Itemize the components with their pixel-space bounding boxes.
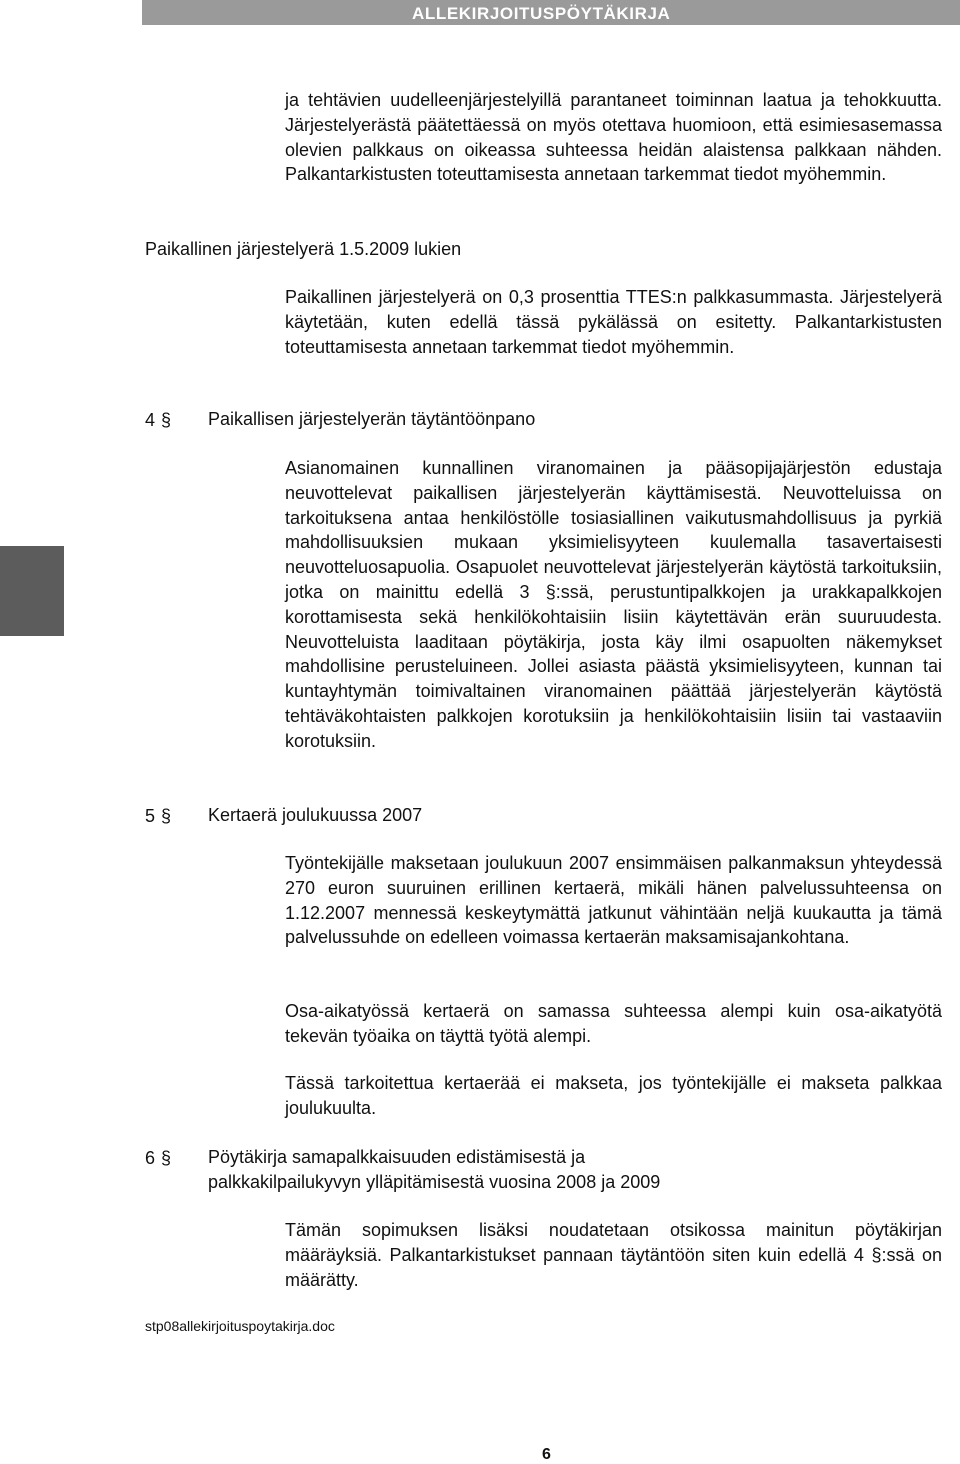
section-5-mark: § [161, 806, 172, 826]
section-6-mark: § [161, 1148, 172, 1168]
page-number: 6 [542, 1446, 551, 1463]
side-tab-marker [0, 546, 64, 636]
local-batch-paragraph: Paikallinen järjestelyerä on 0,3 prosenttia TTES:n palkkasummasta. Järjestelyerä käytetään, kuten edellä tässä pykälässä on esitetty. Palkantarkistusten toteuttamisesta annetaan tarkemmat tiedot myöhemmin. [285, 287, 942, 357]
section-5-title: Kertaerä joulukuussa 2007 [208, 805, 423, 825]
intro-paragraph: ja tehtävien uudelleenjärjestelyillä parantaneet toiminnan laatua ja tehokkuutta. Järjestelyerästä päätettäessä on myös otettava huomioon, että esimiesasemassa olevien palkkaus on oikeassa suhteessa heidän alaistensa palkkaan nähden. Palkantarkistusten toteuttamisesta annetaan tarkemmat tiedot myöhemmin. [285, 90, 942, 185]
section-4-number: 4 [145, 410, 156, 430]
footer-filename: stp08allekirjoituspoytakirja.doc [145, 1318, 335, 1334]
section-4-title: Paikallisen järjestelyerän täytäntöönpano [208, 409, 536, 429]
section-4-mark: § [161, 410, 172, 430]
section-5-number: 5 [145, 806, 156, 826]
section-6-title-line-2: palkkakilpailukyvyn ylläpitämisestä vuosina 2008 ja 2009 [208, 1172, 661, 1192]
section-6-title-line-1: Pöytäkirja samapalkkaisuuden edistämisestä ja [208, 1147, 586, 1167]
section-4-paragraph: Asianomainen kunnallinen viranomainen ja pääsopijajärjestön edustaja neuvottelevat paikallisen järjestelyerän käyttämisestä. Neuvotteluissa on tarkoituksena antaa henkilöstölle tosiasiallinen vaikutusmahdollisuus ja pyrkiä mahdollisuuksien mukaan yksimielisyyteen kuulemalla tasavertaisesti neuvotteluosapuolia. Osapuolet neuvottelevat järjestelyerän käytöstä tarkoituksiin, jotka on mainittu edellä 3 §:ssä, perustuntipalkkojen ja urakkapalkkojen korottamisesta sekä henkilökohtaisiin lisiin käytettävän erän suuruudesta. Neuvotteluista laaditaan pöytäkirja, josta käy ilmi osapuolten näkemykset mahdollisine perusteluineen. Jollei asiasta päästä yksimielisyyteen, kunnan tai kuntayhtymän toimivaltainen viranomainen päättää järjestelyerän käytöstä tehtäväkohtaisten palkkojen korotuksiin ja henkilökohtaisiin lisiin tai vastaaviin korotuksiin. [285, 458, 942, 751]
section-6-number: 6 [145, 1148, 156, 1168]
section-5-paragraph-1: Työntekijälle maksetaan joulukuun 2007 ensimmäisen palkanmaksun yhteydessä 270 euron suuruinen erillinen kertaerä, mikäli hänen palvelussuhteensa on 1.12.2007 mennessä keskeytymättä jatkunut vähintään neljä kuukautta ja tämä palvelussuhde on edelleen voimassa kertaerän maksamisajankohtana. [285, 853, 942, 948]
local-batch-heading: Paikallinen järjestelyerä 1.5.2009 lukien [145, 239, 462, 259]
document-title: ALLEKIRJOITUSPÖYTÄKIRJA [412, 4, 671, 23]
section-5-paragraph-2: Osa-aikatyössä kertaerä on samassa suhteessa alempi kuin osa-aikatyötä tekevän työaika on täyttä työtä alempi. [285, 1001, 942, 1046]
document-header-bar [142, 0, 960, 25]
section-5-paragraph-3: Tässä tarkoitettua kertaerää ei makseta, jos työntekijälle ei makseta palkkaa joulukuulta. [285, 1073, 942, 1118]
section-6-paragraph: Tämän sopimuksen lisäksi noudatetaan otsikossa mainitun pöytäkirjan määräyksiä. Palkantarkistukset pannaan täytäntöön siten kuin edellä 4 §:ssä on määrätty. [285, 1220, 942, 1290]
